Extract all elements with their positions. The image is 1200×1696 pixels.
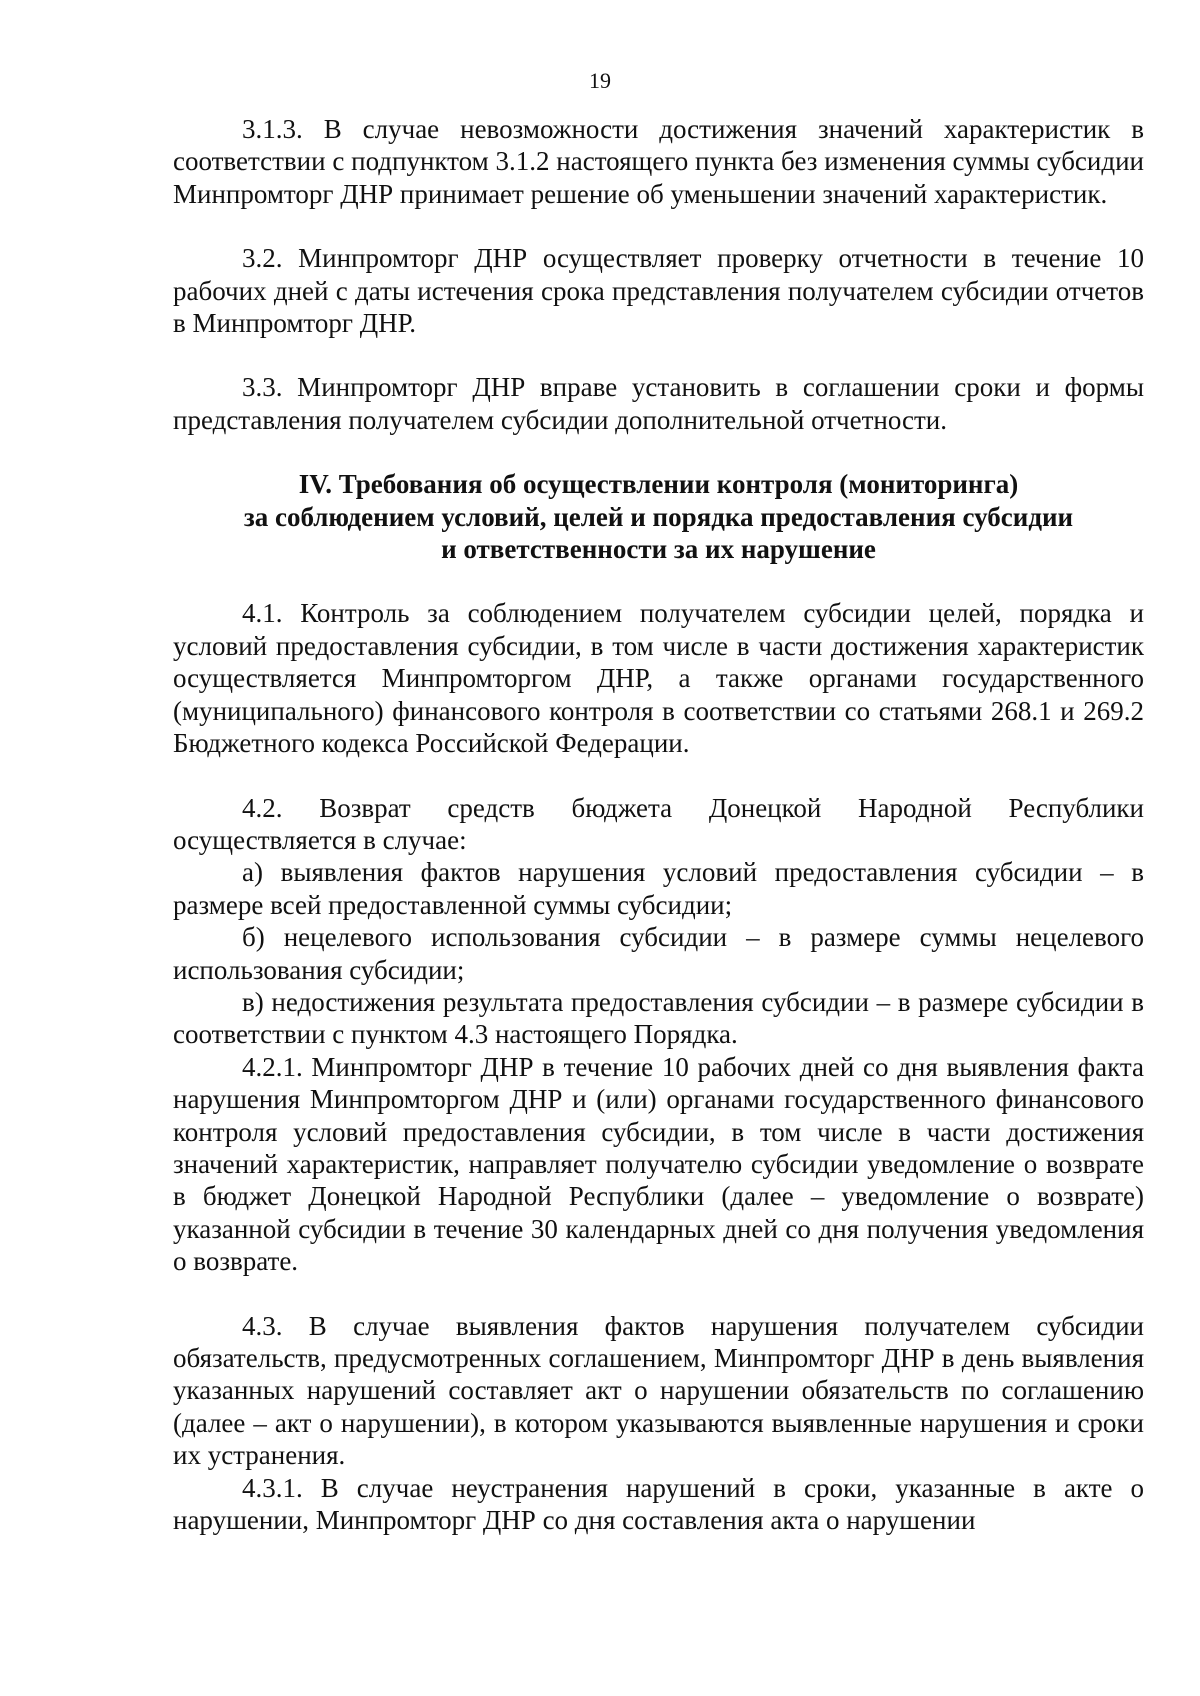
paragraph-3-3: 3.3. Минпромторг ДНР вправе установить в соглашении сроки и формы представления получателем субсидии дополнительной отчетности.: [173, 372, 1144, 435]
paragraph-4-3-1: 4.3.1. В случае неустранения нарушений в сроки, указанные в акте о нарушении, Минпромторг ДНР со дня составления акта о нарушении: [173, 1472, 1144, 1536]
document-body: [173, 113, 1144, 1536]
paragraph-4-1: 4.1. Контроль за соблюдением получателем субсидии целей, порядка и условий предоставления субсидии, в том числе в части достижения характеристик осуществляется Минпромторгом ДНР, а также органами государственного (муниципального) финансового контроля в соответствии со статьями 268.1 и 269.2 Бюджетного кодекса Российской Федерации.: [173, 598, 1144, 759]
section-heading-line-1: IV. Требования об осуществлении контроля (мониторинга): [298, 469, 1019, 500]
paragraph-4-3: 4.3. В случае выявления фактов нарушения получателем субсидии обязательств, предусмотренных соглашением, Минпромторг ДНР в день выявления указанных нарушений составляет акт о нарушении обязательств по соглашению (далее – акт о нарушении), в котором указываются выявленные нарушения и сроки их устранения.: [173, 1310, 1144, 1471]
paragraph-4-2-a: а) выявления фактов нарушения условий предоставления субсидии – в размере всей предоставленной суммы субсидии;: [173, 857, 1144, 920]
paragraph-3-2: 3.2. Минпромторг ДНР осуществляет проверку отчетности в течение 10 рабочих дней с даты истечения срока представления получателем субсидии отчетов в Минпромторг ДНР.: [173, 243, 1144, 339]
section-heading-line-2: за соблюдением условий, целей и порядка предоставления субсидии: [243, 501, 1074, 532]
paragraph-4-2-1: 4.2.1. Минпромторг ДНР в течение 10 рабочих дней со дня выявления факта нарушения Минпромторгом ДНР и (или) органами государственного финансового контроля условий предоставления субсидии, в том числе в части достижения значений характеристик, направляет получателю субсидии уведомление о возврате в бюджет Донецкой Народной Республики (далее – уведомление о возврате) указанной субсидии в течение 30 календарных дней со дня получения уведомления о возврате.: [173, 1051, 1144, 1277]
paragraph-4-2-b: б) нецелевого использования субсидии – в размере суммы нецелевого использования субсидии;: [173, 922, 1144, 985]
section-heading-line-3: и ответственности за их нарушение: [441, 534, 876, 565]
paragraph-3-1-3: 3.1.3. В случае невозможности достижения значений характеристик в соответствии с подпунктом 3.1.2 настоящего пункта без изменения суммы субсидии Минпромторг ДНР принимает решение об уменьшении значений характеристик.: [173, 114, 1144, 209]
section-heading: [173, 468, 1144, 565]
paragraph-4-2-v: в) недостижения результата предоставления субсидии – в размере субсидии в соответствии с пунктом 4.3 настоящего Порядка.: [173, 986, 1144, 1050]
paragraph-4-2: 4.2. Возврат средств бюджета Донецкой Народной Республики осуществляется в случае:: [173, 792, 1144, 855]
page-number: 19: [589, 68, 611, 93]
